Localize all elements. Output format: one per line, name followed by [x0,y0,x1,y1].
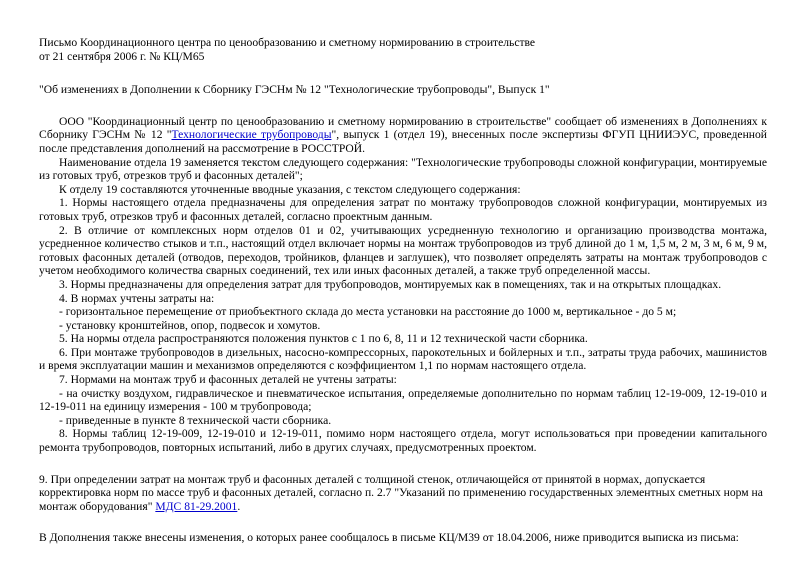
closing-paragraph: В Дополнения также внесены изменения, о которых ранее сообщалось в письме КЦ/М39 от 18.04.2006, ниже приводится выписка из письма: [39,531,739,545]
letter-title-line-1: Письмо Координационного центра по ценообразованию и сметному нормированию в строительстве [39,36,536,49]
paragraph: 5. На нормы отдела распространяются положения пунктов с 1 по 6, 8, 11 и 12 технической части сборника. [59,332,588,346]
link-technological-pipelines[interactable]: Технологические трубопроводы [171,128,332,142]
paragraph: - горизонтальное перемещение от приобъектного склада до места установки на расстояние до 1000 м, вертикальное - до 5 м; [59,305,677,319]
paragraph: К отделу 19 составляются уточненные вводные указания, с текстом следующего содержания: [59,182,521,196]
paragraph: Наименование отдела 19 заменяется текстом следующего содержания: "Технологические трубопроводы сложной конфигурации, монтируемые из готовых труб, отрезков труб и фасонных деталей"; [39,155,767,183]
paragraph: 3. Нормы предназначены для определения затрат для трубопроводов, монтируемых как в помещениях, так и на открытых площадках. [59,277,722,291]
paragraph: 7. Нормами на монтаж труб и фасонных деталей не учтены затраты: [59,373,397,387]
point-9-text: 9. При определении затрат на монтаж труб и фасонных деталей с толщиной стенок, отличающейся от принятой в нормах, допускается корректировка норм по массе труб и фасонных деталей, согласно п. 2.7 "Указаний по применению государственных элементных сметных норм на монтаж оборудования" [39,472,763,513]
intro-text-after-link: ", выпуск 1 (отдел 19), внесенных после экспертизы ФГУП ЦНИИЭУС, проведенной после представления дополнений на рассмотрение в РОССТРОЙ. [39,128,767,155]
paragraph: 4. В нормах учтены затраты на: [59,291,215,305]
paragraph: 6. При монтаже трубопроводов в дизельных, насосно-компрессорных, парокотельных и бойлерных и т.п., затраты труда рабочих, машинистов и время эксплуатации машин и механизмов определяются с коэффициентом 1,1 по нормам настоящего отдела. [39,345,767,373]
paragraph: - установку кронштейнов, опор, подвесок и хомутов. [59,318,321,332]
letter-title-line-2: от 21 сентября 2006 г. № КЦ/М65 [39,49,205,63]
document [39,36,767,545]
intro-paragraph [39,115,767,156]
paragraph: - на очистку воздухом, гидравлическое и пневматическое испытания, определяемые дополнительно по нормам таблиц 12-19-009, 12-19-010 и 12-19-011 на единицу измерения - 100 м трубопровода; [39,386,767,414]
paragraph: 1. Нормы настоящего отдела предназначены для определения затрат по монтажу трубопроводов сложной конфигурации, монтируемых из готовых труб, отрезков труб и фасонных деталей, согласно проектным данным. [39,196,767,223]
link-mds-81-29-2001[interactable]: МДС 81-29.2001 [155,499,238,513]
intro-text-before-link: ООО "Координационный центр по ценообразованию и сметному нормированию в строительстве" сообщает об изменениях в Дополнениях к Сборнику ГЭСНм № 12 " [39,114,767,142]
point-9-after-link: . [237,499,241,513]
paragraph: 8. Нормы таблиц 12-19-009, 12-19-010 и 12-19-011, помимо норм настоящего отдела, могут использоваться при проведении капитального ремонта трубопроводов, повторных испытаний, либо в других случаях, предусмотренных проектом. [39,427,767,455]
letter-subject: "Об изменениях в Дополнении к Сборнику ГЭСНм № 12 "Технологические трубопроводы", Выпуск 1" [39,83,550,97]
point-9-paragraph [39,473,767,514]
paragraph: 2. В отличие от комплексных норм отделов 01 и 02, учитывающих усредненную технологию и организацию производства монтажа, усредненное количество стыков и т.п., настоящий отдел включает нормы на монтаж трубопроводов из труб длиной до 1 м, 1,5 м, 2 м, 3 м, 6 м, 9 м, готовых фасонных деталей (отводов, переходов, тройников, фланцев и заглушек), что позволяет определять затраты на монтаж трубопроводов с учетом необходимого количества сварных соединений, тех или иных фасонных деталей, а также труб определенной массы. [39,223,767,278]
paragraph: - приведенные в пункте 8 технической части сборника. [59,413,332,427]
